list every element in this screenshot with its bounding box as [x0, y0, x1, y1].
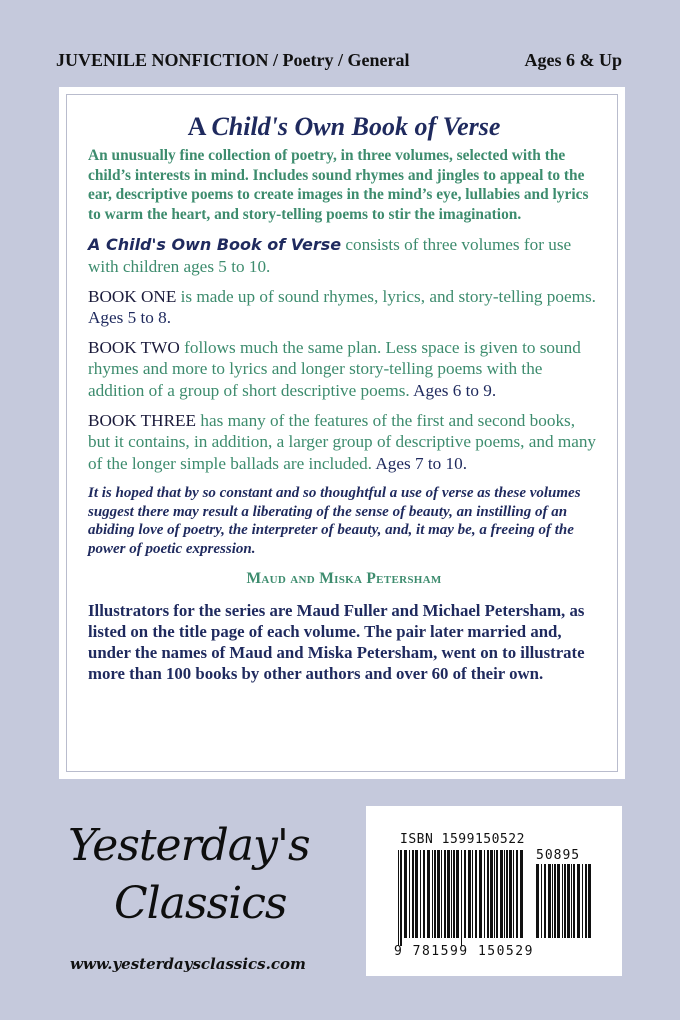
book-title-prefix: A	[187, 112, 212, 141]
barcode-bar	[475, 850, 477, 938]
logo-line-2: Classics	[114, 878, 287, 929]
barcode-bar	[504, 850, 505, 938]
description-panel	[60, 88, 624, 778]
isbn-label: ISBN 1599150522	[400, 832, 525, 847]
barcode-bar	[562, 864, 563, 938]
book-three-paragraph	[88, 410, 600, 475]
barcode-bar	[544, 864, 546, 938]
top-bar	[0, 50, 680, 74]
barcode-bar	[557, 864, 560, 938]
barcode-main-bars	[398, 850, 524, 946]
barcode-bar	[472, 850, 473, 938]
book-one-label: BOOK ONE	[88, 286, 177, 306]
price-code: 50895	[536, 848, 581, 863]
barcode-bar	[427, 850, 430, 938]
barcode-bar	[444, 850, 446, 938]
barcode-bar	[404, 850, 407, 938]
category-label: JUVENILE NONFICTION / Poetry / General	[56, 50, 410, 70]
barcode-bar	[588, 864, 591, 938]
authors-heading: Maud and Miska Petersham	[246, 569, 442, 587]
logo-line-1: Yesterday's	[68, 820, 310, 871]
age-range-label: Ages 6 & Up	[524, 50, 622, 70]
book-three-ages: Ages 7 to 10.	[371, 453, 467, 473]
book-three-text: has many of the features of the first and second books, but it contains, in addition, a larger group of descriptive poems, and many of the longer simple ballads are included.	[88, 410, 597, 473]
barcode-bar	[437, 850, 440, 938]
illustrators-paragraph: Illustrators for the series are Maud Fuller and Michael Petersham, as listed on the title page of each volume. The pair later married and, under the names of Maud and Miska Petersham, went on to illustrate more than 100 books by other authors and over 60 of their own.	[88, 600, 585, 683]
barcode-bar	[564, 864, 566, 938]
barcode-bar	[554, 864, 556, 938]
book-two-text: follows much the same plan. Less space is given to sound rhymes and more to lyrics and longer story-telling poems with the addition of a group of short descriptive poems.	[88, 337, 581, 400]
quote-paragraph: It is hoped that by so constant and so thoughtful a use of verse as these volumes suggest there may result a liberating of the sense of beauty, an instilling of an abiding love of poetry, the interpreter of beauty, and, it may be, a freeing of the power of poetic expression.	[88, 485, 581, 557]
barcode-bar	[582, 864, 583, 938]
book-title-italic: Child's Own Book of Verse	[211, 112, 501, 141]
book-two-ages: Ages 6 to 9.	[409, 380, 497, 400]
barcode-bar	[434, 850, 436, 938]
barcode-bar	[567, 864, 570, 938]
panel-content	[88, 112, 600, 684]
barcode-bar	[509, 850, 512, 938]
barcode-bar	[479, 850, 482, 938]
barcode-bar	[432, 850, 433, 938]
book-one-text: is made up of sound rhymes, lyrics, and story-telling poems.	[176, 286, 596, 306]
barcode-bar	[571, 864, 572, 938]
barcode-bar	[552, 864, 553, 938]
barcode-bar	[400, 850, 402, 946]
book-one-paragraph	[88, 286, 600, 329]
volumes-text: consists of three volumes for use with children ages 5 to 10.	[88, 235, 572, 276]
barcode-addon-bars	[536, 864, 592, 946]
barcode-bar	[447, 850, 450, 938]
barcode-bar	[541, 864, 542, 938]
barcode-bar	[500, 850, 503, 938]
volumes-paragraph	[88, 234, 600, 277]
barcode-bar	[420, 850, 421, 938]
book-two-label: BOOK TWO	[88, 337, 180, 357]
barcode-bar	[484, 850, 485, 938]
barcode-bar	[451, 850, 452, 938]
barcode-bar	[487, 850, 489, 938]
barcode-bar	[520, 850, 523, 938]
barcode-bar	[577, 864, 580, 938]
barcode-box	[366, 806, 622, 976]
ean-digits: 9 781599 150529	[394, 944, 534, 959]
barcode-bar	[453, 850, 455, 938]
barcode-bar	[513, 850, 514, 938]
barcode-bar	[412, 850, 414, 938]
barcode-bar	[496, 850, 498, 938]
publisher-logo	[68, 812, 318, 952]
barcode-bar	[464, 850, 466, 938]
barcode-bar	[409, 850, 410, 938]
book-three-label: BOOK THREE	[88, 410, 197, 430]
barcode-bar	[441, 850, 442, 938]
barcode-bar	[516, 850, 518, 938]
barcode-bar	[573, 864, 575, 938]
barcode-bar	[490, 850, 493, 938]
barcode-bar	[423, 850, 425, 938]
barcode-bar	[456, 850, 459, 938]
volumes-title: A Child's Own Book of Verse	[88, 235, 342, 255]
barcode-bar	[468, 850, 471, 938]
book-two-paragraph	[88, 337, 600, 402]
barcode-bar	[494, 850, 495, 938]
barcode-bar	[461, 850, 462, 946]
book-one-ages: Ages 5 to 8.	[88, 308, 172, 328]
barcode-bar	[548, 864, 551, 938]
intro-paragraph: An unusually fine collection of poetry, in three volumes, selected with the child’s interests in mind. Includes sound rhymes and jingles to appeal to the ear, descriptive poems to create images in the mind’s eye, lullabies and lyrics to warm the heart, and story-telling poems to stir the imagination.	[88, 147, 589, 223]
barcode-bar	[585, 864, 587, 938]
barcode-bar	[506, 850, 508, 938]
barcode-bar	[536, 864, 539, 938]
book-title	[88, 112, 600, 142]
publisher-website: www.yesterdaysclassics.com	[70, 955, 306, 973]
barcode-bar	[398, 850, 399, 946]
barcode-bar	[415, 850, 418, 938]
